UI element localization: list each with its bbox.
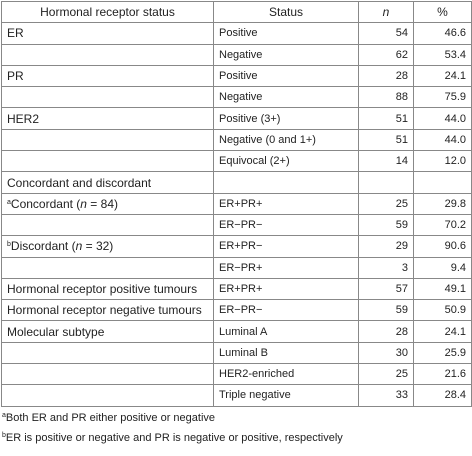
row-status: HER2-enriched [214, 364, 359, 385]
row-n: 28 [359, 321, 414, 342]
row-status: Luminal A [214, 321, 359, 342]
row-percent: 49.1 [414, 278, 472, 299]
table-row [2, 278, 472, 299]
table-row [2, 172, 472, 193]
row-n: 88 [359, 87, 414, 108]
row-n: 28 [359, 65, 414, 86]
row-percent: 53.4 [414, 44, 472, 65]
row-status: Equivocal (2+) [214, 151, 359, 172]
row-n: 51 [359, 129, 414, 150]
row-percent: 24.1 [414, 65, 472, 86]
table-row [2, 257, 472, 278]
row-label-text: Concordant ( [10, 196, 81, 211]
table-row [2, 364, 472, 385]
footnote [2, 407, 472, 427]
header-percent: % [414, 2, 472, 23]
row-percent: 12.0 [414, 151, 472, 172]
row-label: Concordant and discordant [2, 172, 214, 193]
row-status: Luminal B [214, 342, 359, 363]
row-label: Hormonal receptor positive tumours [2, 278, 214, 299]
row-n: 25 [359, 193, 414, 214]
footnote-text: ER is positive or negative and PR is negative or positive, respectively [5, 431, 343, 444]
table-row [2, 193, 472, 214]
footnote-marker: a [2, 411, 6, 419]
row-n: 30 [359, 342, 414, 363]
row-percent: 28.4 [414, 385, 472, 406]
row-status: ER+PR+ [214, 278, 359, 299]
table-row [2, 108, 472, 129]
row-n: 54 [359, 23, 414, 44]
row-label [2, 87, 214, 108]
row-n: 3 [359, 257, 414, 278]
row-percent: 50.9 [414, 300, 472, 321]
footnote-marker: b [7, 241, 11, 249]
table-row [2, 129, 472, 150]
table-row [2, 87, 472, 108]
row-n: 29 [359, 236, 414, 257]
row-status: ER+PR− [214, 236, 359, 257]
row-status: Negative [214, 44, 359, 65]
table-row [2, 300, 472, 321]
row-label: PR [2, 65, 214, 86]
row-status [214, 172, 359, 193]
row-label [2, 151, 214, 172]
row-status: Positive [214, 23, 359, 44]
footnote [2, 427, 472, 447]
row-n: 33 [359, 385, 414, 406]
row-n: 25 [359, 364, 414, 385]
table-row [2, 23, 472, 44]
row-label [2, 364, 214, 385]
row-n: 59 [359, 300, 414, 321]
row-n: 14 [359, 151, 414, 172]
row-status: Positive (3+) [214, 108, 359, 129]
row-percent: 25.9 [414, 342, 472, 363]
table-row [2, 65, 472, 86]
row-n: 51 [359, 108, 414, 129]
row-label [2, 44, 214, 65]
header-n: n [359, 2, 414, 23]
row-label [2, 385, 214, 406]
row-percent: 44.0 [414, 129, 472, 150]
row-status: ER−PR− [214, 214, 359, 235]
row-n: 62 [359, 44, 414, 65]
table-row [2, 214, 472, 235]
row-percent: 9.4 [414, 257, 472, 278]
row-status: ER−PR− [214, 300, 359, 321]
row-label: HER2 [2, 108, 214, 129]
row-percent: 21.6 [414, 364, 472, 385]
row-percent: 24.1 [414, 321, 472, 342]
header-status: Status [214, 2, 359, 23]
row-status: Triple negative [214, 385, 359, 406]
row-label-n: n [75, 239, 83, 254]
table-row [2, 342, 472, 363]
table-header-row [2, 2, 472, 23]
footnote-text: Both ER and PR either positive or negative [5, 411, 216, 424]
row-label-n: n [80, 196, 87, 211]
row-status: Negative [214, 87, 359, 108]
footnotes [0, 407, 472, 447]
row-label [2, 193, 214, 214]
row-n: 57 [359, 278, 414, 299]
row-label [2, 342, 214, 363]
row-percent: 46.6 [414, 23, 472, 44]
footnote-marker: b [2, 431, 6, 439]
row-label [2, 257, 214, 278]
table-row [2, 385, 472, 406]
row-n: 59 [359, 214, 414, 235]
row-label-text: Discordant ( [10, 239, 76, 254]
row-label-count: = 84) [86, 196, 118, 211]
row-label: Hormonal receptor negative tumours [2, 300, 214, 321]
row-label [2, 214, 214, 235]
table-row [2, 151, 472, 172]
receptor-status-table [1, 1, 472, 407]
row-percent [414, 172, 472, 193]
row-percent: 90.6 [414, 236, 472, 257]
table-row [2, 44, 472, 65]
row-status: Positive [214, 65, 359, 86]
row-label: ER [2, 23, 214, 44]
row-percent: 75.9 [414, 87, 472, 108]
table-row [2, 321, 472, 342]
row-status: Negative (0 and 1+) [214, 129, 359, 150]
row-label [2, 236, 214, 257]
row-n [359, 172, 414, 193]
footnote-marker: a [7, 198, 11, 206]
table-body [2, 23, 472, 406]
header-hormonal-receptor-status: Hormonal receptor status [2, 2, 214, 23]
row-percent: 70.2 [414, 214, 472, 235]
row-label-count: = 32) [82, 239, 114, 254]
row-percent: 44.0 [414, 108, 472, 129]
row-status: ER+PR+ [214, 193, 359, 214]
row-status: ER−PR+ [214, 257, 359, 278]
row-label [2, 129, 214, 150]
table-row [2, 236, 472, 257]
row-percent: 29.8 [414, 193, 472, 214]
row-label: Molecular subtype [2, 321, 214, 342]
